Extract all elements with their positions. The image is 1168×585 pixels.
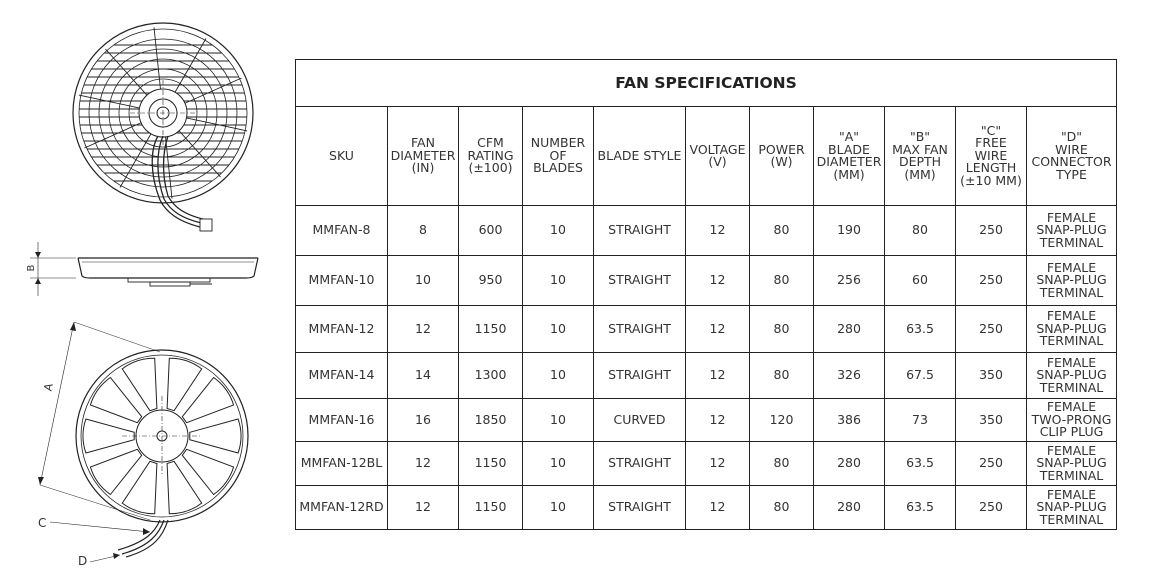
header-line: MAX FAN — [892, 141, 948, 157]
header-line: "B" — [909, 129, 931, 144]
cell-connector — [1027, 306, 1117, 353]
header-line: VOLTAGE — [689, 141, 746, 157]
header-line: DIAMETER — [390, 147, 456, 163]
header-wire-connector-type — [1027, 107, 1117, 206]
connector-line: FEMALE — [1046, 259, 1097, 275]
header-line: (W) — [770, 154, 793, 169]
cell-diameter: 12 — [388, 306, 459, 353]
connector-line: FEMALE — [1046, 442, 1097, 458]
cell-power: 80 — [750, 442, 814, 486]
header-line: FAN — [411, 135, 435, 151]
header-line: SKU — [329, 147, 354, 163]
connector-line: TERMINAL — [1039, 284, 1104, 300]
connector-line: SNAP-PLUG — [1036, 455, 1107, 471]
connector-line: TERMINAL — [1039, 333, 1104, 349]
cell-depth: 73 — [885, 399, 956, 442]
cell-depth: 60 — [885, 256, 956, 306]
connector-line: SNAP-PLUG — [1036, 499, 1107, 515]
header-blade-style — [594, 107, 686, 206]
cell-voltage: 12 — [686, 206, 750, 256]
cell-blade-dia: 256 — [814, 256, 885, 306]
header-line: (±10 MM) — [960, 172, 1022, 188]
header-line: "C" — [980, 122, 1002, 138]
connector-line: FEMALE — [1046, 486, 1097, 502]
cell-power: 80 — [750, 206, 814, 256]
cell-voltage: 12 — [686, 399, 750, 442]
cell-sku: MMFAN-12BL — [296, 442, 388, 486]
header-line: "D" — [1060, 129, 1083, 144]
cell-voltage: 12 — [686, 306, 750, 353]
cell-style: CURVED — [594, 399, 686, 442]
cell-diameter: 8 — [388, 206, 459, 256]
dimension-d-label: D — [78, 554, 88, 568]
header-line: CONNECTOR — [1031, 154, 1112, 169]
connector-line: SNAP-PLUG — [1036, 320, 1107, 336]
cell-style: STRAIGHT — [594, 306, 686, 353]
header-line: (IN) — [411, 160, 435, 176]
cell-connector — [1027, 399, 1117, 442]
header-line: CFM — [477, 135, 504, 151]
cell-diameter: 12 — [388, 486, 459, 530]
cell-depth: 80 — [885, 206, 956, 256]
header-free-wire-length — [956, 107, 1027, 206]
header-line: DEPTH — [898, 154, 942, 169]
cell-sku: MMFAN-8 — [296, 206, 388, 256]
cell-voltage: 12 — [686, 256, 750, 306]
cell-sku: MMFAN-16 — [296, 399, 388, 442]
cell-wire-len: 250 — [956, 256, 1027, 306]
header-line: (MM) — [833, 166, 865, 182]
cell-connector — [1027, 206, 1117, 256]
cell-depth: 63.5 — [885, 442, 956, 486]
cell-diameter: 12 — [388, 442, 459, 486]
cell-power: 80 — [750, 256, 814, 306]
cell-connector — [1027, 442, 1117, 486]
cell-blade-dia: 190 — [814, 206, 885, 256]
dimension-c-label: C — [38, 516, 47, 530]
fan-blade-outline — [190, 419, 241, 453]
header-line: POWER — [758, 141, 805, 157]
header-line: (V) — [708, 154, 727, 169]
header-line: "A" — [838, 129, 860, 144]
header-voltage — [686, 107, 750, 206]
fan-top-view-drawing — [73, 23, 253, 231]
cell-wire-len: 250 — [956, 206, 1027, 256]
cell-diameter: 16 — [388, 399, 459, 442]
cell-wire-len: 350 — [956, 399, 1027, 442]
header-line: FREE WIRE — [974, 135, 1008, 163]
header-cfm-rating — [459, 107, 523, 206]
connector-line: SNAP-PLUG — [1036, 272, 1107, 288]
cell-power: 80 — [750, 486, 814, 530]
cell-cfm: 1850 — [459, 399, 523, 442]
cell-sku: MMFAN-14 — [296, 353, 388, 399]
cell-sku: MMFAN-12RD — [296, 486, 388, 530]
cell-cfm: 950 — [459, 256, 523, 306]
header-line: WIRE — [1055, 141, 1088, 157]
cell-blades: 10 — [523, 306, 594, 353]
header-line: LENGTH — [965, 160, 1017, 176]
connector-line: SNAP-PLUG — [1036, 367, 1107, 383]
table-row — [296, 306, 1117, 353]
connector-line: TERMINAL — [1039, 511, 1104, 527]
cell-blades: 10 — [523, 256, 594, 306]
cell-cfm: 1150 — [459, 486, 523, 530]
cell-blades: 10 — [523, 486, 594, 530]
cell-blade-dia: 326 — [814, 353, 885, 399]
table-row — [296, 399, 1117, 442]
connector-line: TERMINAL — [1039, 234, 1104, 250]
connector-line: SNAP-PLUG — [1036, 222, 1107, 238]
fan-technical-drawings — [0, 0, 290, 585]
fan-specifications-table — [295, 59, 1117, 530]
cell-connector — [1027, 486, 1117, 530]
cell-cfm: 1150 — [459, 442, 523, 486]
header-line: BLADE — [828, 141, 870, 157]
header-line: DIAMETER — [816, 154, 882, 169]
cell-style: STRAIGHT — [594, 353, 686, 399]
table-row — [296, 486, 1117, 530]
connector-line: TERMINAL — [1039, 467, 1104, 483]
cell-style: STRAIGHT — [594, 206, 686, 256]
cell-cfm: 600 — [459, 206, 523, 256]
cell-wire-len: 250 — [956, 486, 1027, 530]
cell-blade-dia: 280 — [814, 486, 885, 530]
header-line: TYPE — [1056, 166, 1087, 182]
cell-style: STRAIGHT — [594, 256, 686, 306]
fan-front-view-drawing — [38, 322, 248, 562]
cell-diameter: 10 — [388, 256, 459, 306]
header-max-fan-depth — [885, 107, 956, 206]
table-row — [296, 256, 1117, 306]
header-line: (±100) — [468, 160, 513, 176]
table-row — [296, 353, 1117, 399]
cell-connector — [1027, 256, 1117, 306]
cell-sku: MMFAN-12 — [296, 306, 388, 353]
connector-line: FEMALE — [1046, 399, 1097, 415]
cell-power: 80 — [750, 306, 814, 353]
cell-sku: MMFAN-10 — [296, 256, 388, 306]
cell-blades: 10 — [523, 206, 594, 256]
header-blade-diameter — [814, 107, 885, 206]
header-sku — [296, 107, 388, 206]
cell-style: STRAIGHT — [594, 442, 686, 486]
header-line: OF — [549, 147, 567, 163]
dimension-a-label: A — [41, 382, 56, 393]
dimension-b-label: B — [26, 264, 37, 272]
fan-side-view-drawing — [30, 242, 258, 296]
connector-line: FEMALE — [1046, 354, 1097, 370]
cell-blades: 10 — [523, 353, 594, 399]
header-fan-diameter — [388, 107, 459, 206]
cell-style: STRAIGHT — [594, 486, 686, 530]
header-line: NUMBER — [530, 135, 586, 151]
cell-voltage: 12 — [686, 486, 750, 530]
cell-depth: 67.5 — [885, 353, 956, 399]
connector-line: CLIP PLUG — [1039, 424, 1104, 440]
cell-connector — [1027, 353, 1117, 399]
header-number-of-blades — [523, 107, 594, 206]
cell-cfm: 1150 — [459, 306, 523, 353]
cell-power: 120 — [750, 399, 814, 442]
header-line: BLADE STYLE — [597, 147, 682, 163]
connector-line: TWO-PRONG — [1031, 411, 1112, 427]
cell-blade-dia: 386 — [814, 399, 885, 442]
table-row — [296, 442, 1117, 486]
cell-blade-dia: 280 — [814, 306, 885, 353]
cell-blade-dia: 280 — [814, 442, 885, 486]
table-header-row — [296, 107, 1117, 206]
cell-blades: 10 — [523, 442, 594, 486]
cell-cfm: 1300 — [459, 353, 523, 399]
table-title: FAN SPECIFICATIONS — [296, 60, 1117, 107]
cell-voltage: 12 — [686, 353, 750, 399]
header-line: (MM) — [904, 166, 936, 182]
cell-wire-len: 350 — [956, 353, 1027, 399]
cell-power: 80 — [750, 353, 814, 399]
connector-line: FEMALE — [1046, 308, 1097, 324]
cell-diameter: 14 — [388, 353, 459, 399]
header-line: BLADES — [533, 160, 583, 176]
cell-depth: 63.5 — [885, 486, 956, 530]
header-power — [750, 107, 814, 206]
cell-wire-len: 250 — [956, 442, 1027, 486]
connector-line: FEMALE — [1046, 209, 1097, 225]
cell-wire-len: 250 — [956, 306, 1027, 353]
table-row — [296, 206, 1117, 256]
cell-depth: 63.5 — [885, 306, 956, 353]
cell-blades: 10 — [523, 399, 594, 442]
connector-line: TERMINAL — [1039, 379, 1104, 395]
header-line: RATING — [467, 147, 514, 163]
cell-voltage: 12 — [686, 442, 750, 486]
